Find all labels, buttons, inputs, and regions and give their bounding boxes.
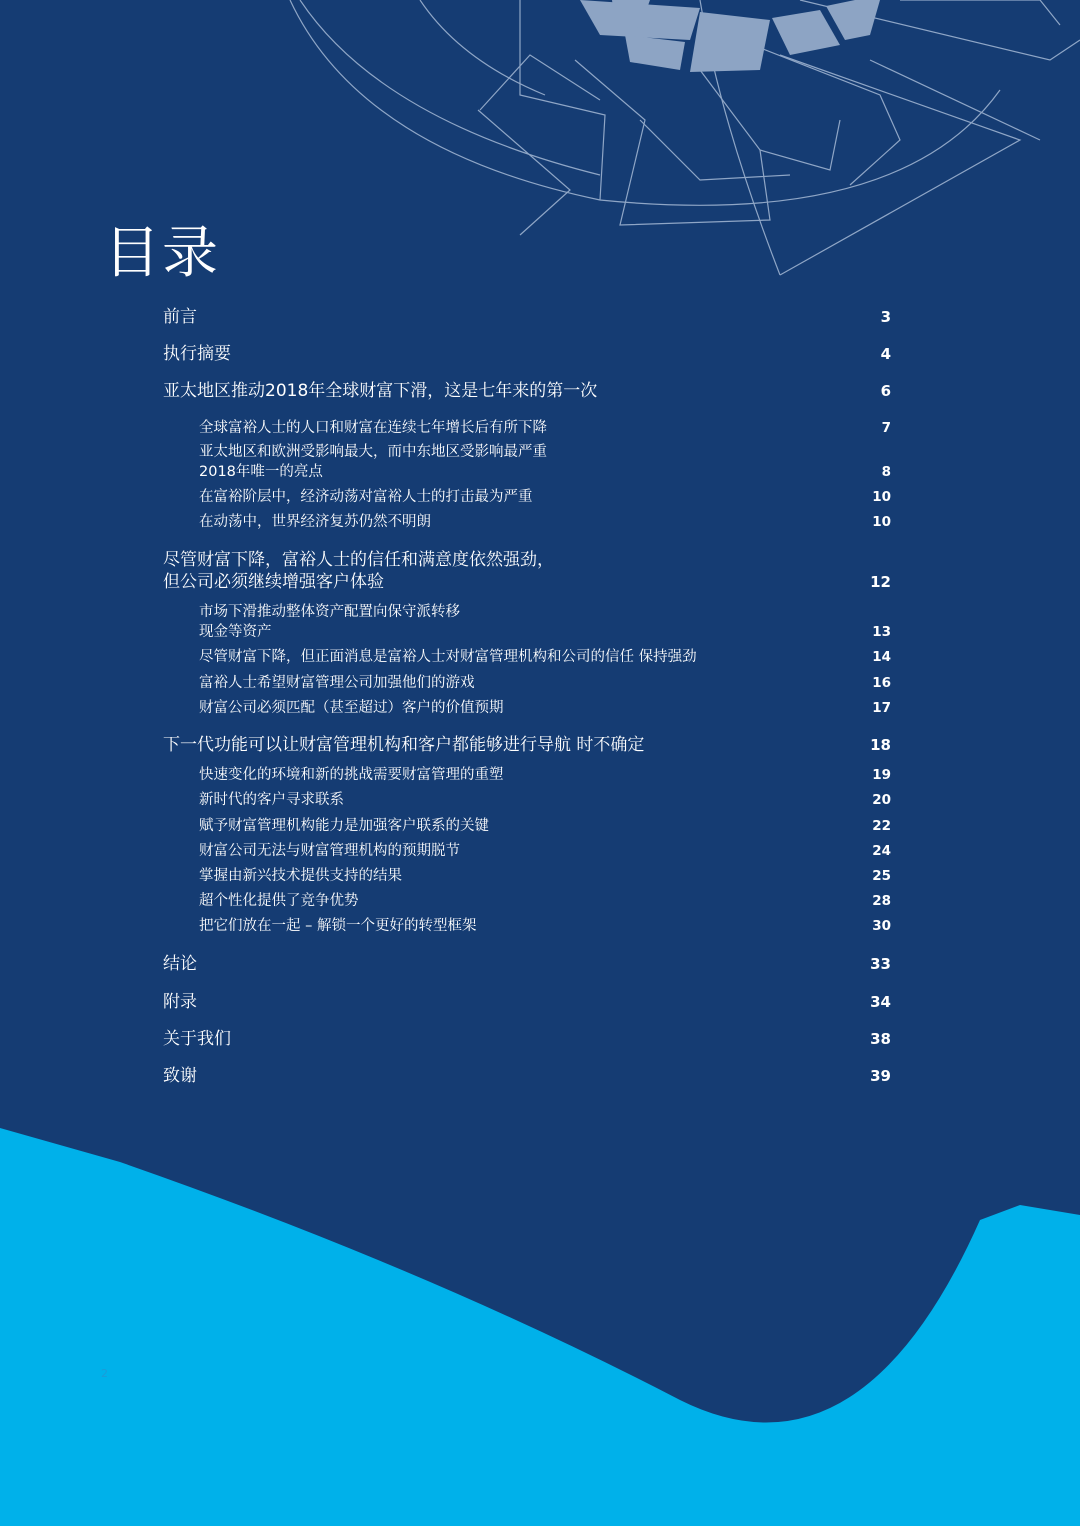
toc-entry-page: 33 <box>870 955 891 973</box>
toc-entry-page: 8 <box>881 464 891 480</box>
toc-entry-page: 7 <box>881 420 891 436</box>
toc-entry-page: 24 <box>872 843 891 859</box>
toc-entry-page: 10 <box>872 489 891 505</box>
toc-entry-label: 在富裕阶层中，经济动荡对富裕人士的打击最为严重 <box>199 489 533 505</box>
toc-entry-page: 12 <box>870 573 891 591</box>
toc-entry-label: 掌握由新兴技术提供支持的结果 <box>199 868 402 884</box>
toc-entry-page: 14 <box>872 649 891 665</box>
toc-entry-page: 19 <box>872 767 891 783</box>
radial-line-graphic <box>290 0 1080 275</box>
toc-entry-label: 结论 <box>163 954 197 974</box>
toc-entry-label: 尽管财富下降，富裕人士的信任和满意度依然强劲， 但公司必须继续增强客户体验 <box>163 550 554 592</box>
toc-entry-label: 新时代的客户寻求联系 <box>199 792 344 808</box>
toc-entry-label: 关于我们 <box>163 1029 231 1049</box>
bottom-wave <box>0 1128 1080 1526</box>
toc-entry-label: 下一代功能可以让财富管理机构和客户都能够进行导航 时不确定 <box>163 735 645 755</box>
page-number: 2 <box>101 1367 108 1380</box>
toc-entry-label: 尽管财富下降，但正面消息是富裕人士对财富管理机构和公司的信任 保持强劲 <box>199 649 697 665</box>
page-title: 目录 <box>104 221 220 286</box>
toc-entry-page: 6 <box>880 382 891 400</box>
toc-entry-label: 财富公司必须匹配（甚至超过）客户的价值预期 <box>199 700 504 716</box>
toc-entry-label: 超个性化提供了竞争优势 <box>199 893 359 909</box>
toc-entry-label: 致谢 <box>163 1066 197 1086</box>
toc-entry-page: 22 <box>872 818 891 834</box>
toc-entry-page: 18 <box>870 736 891 754</box>
toc-entry-page: 10 <box>872 514 891 530</box>
toc-entry-label: 亚太地区和欧洲受影响最大，而中东地区受影响最严重 2018年唯一的亮点 <box>199 444 547 480</box>
toc-entry-label: 亚太地区推动2018年全球财富下滑，这是七年来的第一次 <box>163 381 598 401</box>
toc-entry-page: 13 <box>872 624 891 640</box>
toc-entry-label: 执行摘要 <box>163 344 231 364</box>
toc-entry-label: 财富公司无法与财富管理机构的预期脱节 <box>199 843 460 859</box>
toc-entry-label: 全球富裕人士的人口和财富在连续七年增长后有所下降 <box>199 420 547 436</box>
toc-entry-page: 20 <box>872 792 891 808</box>
toc-entry-page: 34 <box>870 993 891 1011</box>
toc-entry-page: 30 <box>872 918 891 934</box>
toc-entry-page: 25 <box>872 868 891 884</box>
toc-entry-page: 3 <box>880 308 891 326</box>
toc-entry-page: 39 <box>870 1067 891 1085</box>
toc-entry-label: 把它们放在一起 – 解锁一个更好的转型框架 <box>199 918 477 934</box>
toc-entry-page: 38 <box>870 1030 891 1048</box>
toc-entry-label: 附录 <box>163 992 197 1012</box>
toc-entry-label: 赋予财富管理机构能力是加强客户联系的关键 <box>199 818 489 834</box>
toc-entry-page: 4 <box>880 345 891 363</box>
toc-entry-label: 在动荡中，世界经济复苏仍然不明朗 <box>199 514 431 530</box>
toc-entry-label: 前言 <box>163 307 197 327</box>
toc-entry-page: 16 <box>872 675 891 691</box>
toc-entry-label: 富裕人士希望财富管理公司加强他们的游戏 <box>199 675 475 691</box>
radial-block-graphic <box>580 0 880 72</box>
toc-entry-label: 快速变化的环境和新的挑战需要财富管理的重塑 <box>199 767 504 783</box>
toc-entry-page: 28 <box>872 893 891 909</box>
toc-entry-page: 17 <box>872 700 891 716</box>
toc-entry-label: 市场下滑推动整体资产配置向保守派转移 现金等资产 <box>199 604 460 640</box>
